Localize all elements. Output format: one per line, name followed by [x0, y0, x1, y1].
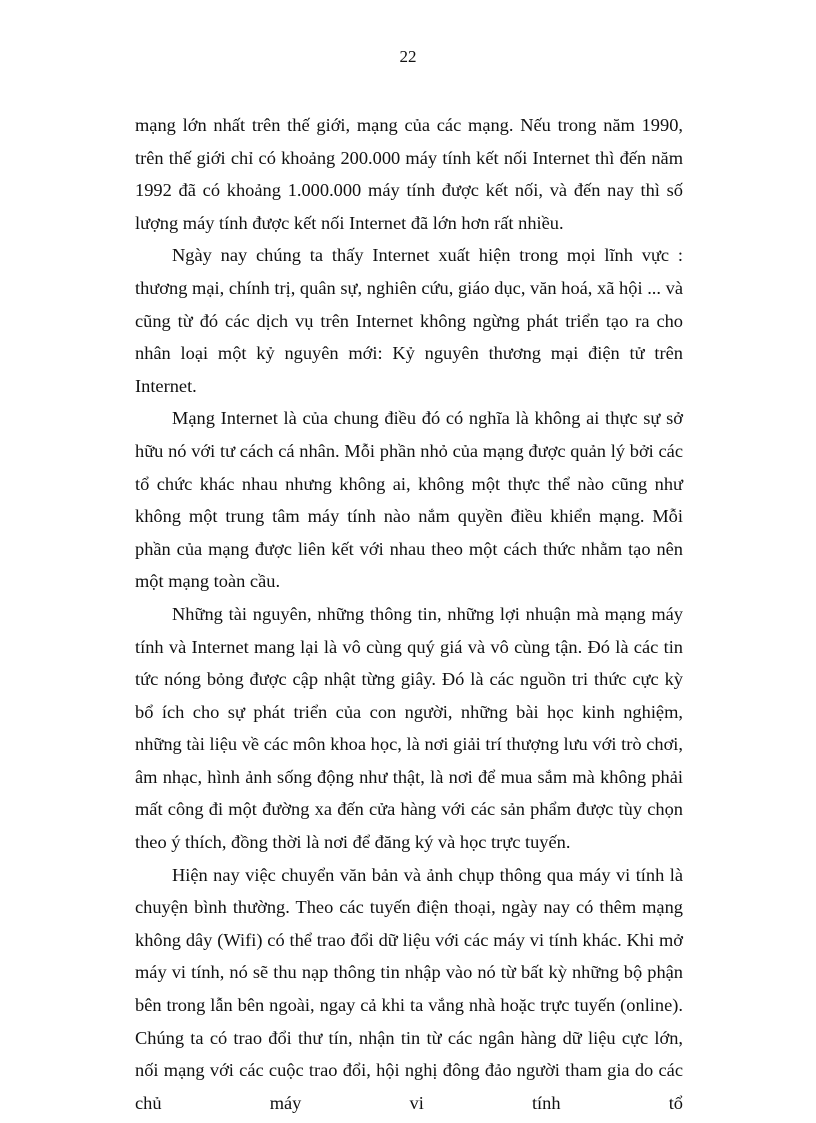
paragraph: Ngày nay chúng ta thấy Internet xuất hiện trong mọi lĩnh vực : thương mại, chính trị, quân sự, nghiên cứu, giáo dục, văn hoá, xã hội ... và cũng từ đó các dịch vụ trên Internet không ngừng phát triển tạo ra cho nhân loại một kỷ nguyên mới: Kỷ nguyên thương mại điện tử trên Internet. [135, 245, 683, 396]
paragraph-continues: Hiện nay việc chuyển văn bản và ảnh chụp thông qua máy vi tính là chuyện bình thường. Theo các tuyến điện thoại, ngày nay có thêm mạng không dây (Wifi) có thể trao đổi dữ liệu với các máy vi tính khác. Khi mở máy vi tính, nó sẽ thu nạp thông tin nhập vào nó từ bất kỳ những bộ phận bên trong lẫn bên ngoài, ngay cả khi ta vắng nhà hoặc trực tuyến (online). Chúng ta có trao đổi thư tín, nhận tin từ các ngân hàng dữ liệu cực lớn, nối mạng với các cuộc trao đổi, hội nghị đông đảo người tham gia do các chủ máy vi tính tổ [135, 864, 683, 1113]
paragraph-continued: mạng lớn nhất trên thế giới, mạng của các mạng. Nếu trong năm 1990, trên thế giới chỉ có khoảng 200.000 máy tính kết nối Internet thì đến năm 1992 đã có khoảng 1.000.000 máy tính được kết nối, và đến nay thì số lượng máy tính được kết nối Internet đã lớn hơn rất nhiều. [135, 115, 683, 233]
body-text [135, 109, 683, 1119]
paragraph: Mạng Internet là của chung điều đó có nghĩa là không ai thực sự sở hữu nó với tư cách cá nhân. Mỗi phần nhỏ của mạng được quản lý bởi các tổ chức khác nhau nhưng không ai, không một thực thể nào cũng như không một trung tâm máy tính nào nắm quyền điều khiển mạng. Mỗi phần của mạng được liên kết với nhau theo một cách thức nhằm tạo nên một mạng toàn cầu. [135, 408, 683, 592]
paragraph: Những tài nguyên, những thông tin, những lợi nhuận mà mạng máy tính và Internet mang lại là vô cùng quý giá và vô cùng tận. Đó là các tin tức nóng bỏng được cập nhật từng giây. Đó là các nguồn tri thức cực kỳ bổ ích cho sự phát triển của con người, những bài học kinh nghiệm, những tài liệu về các môn khoa học, là nơi giải trí thượng lưu với trò chơi, âm nhạc, hình ảnh sống động như thật, là nơi để mua sắm mà không phải mất công đi một đường xa đến cửa hàng với các sản phẩm được tùy chọn theo ý thích, đồng thời là nơi để đăng ký và học trực tuyến. [135, 603, 683, 853]
page-number: 22 [399, 47, 417, 66]
